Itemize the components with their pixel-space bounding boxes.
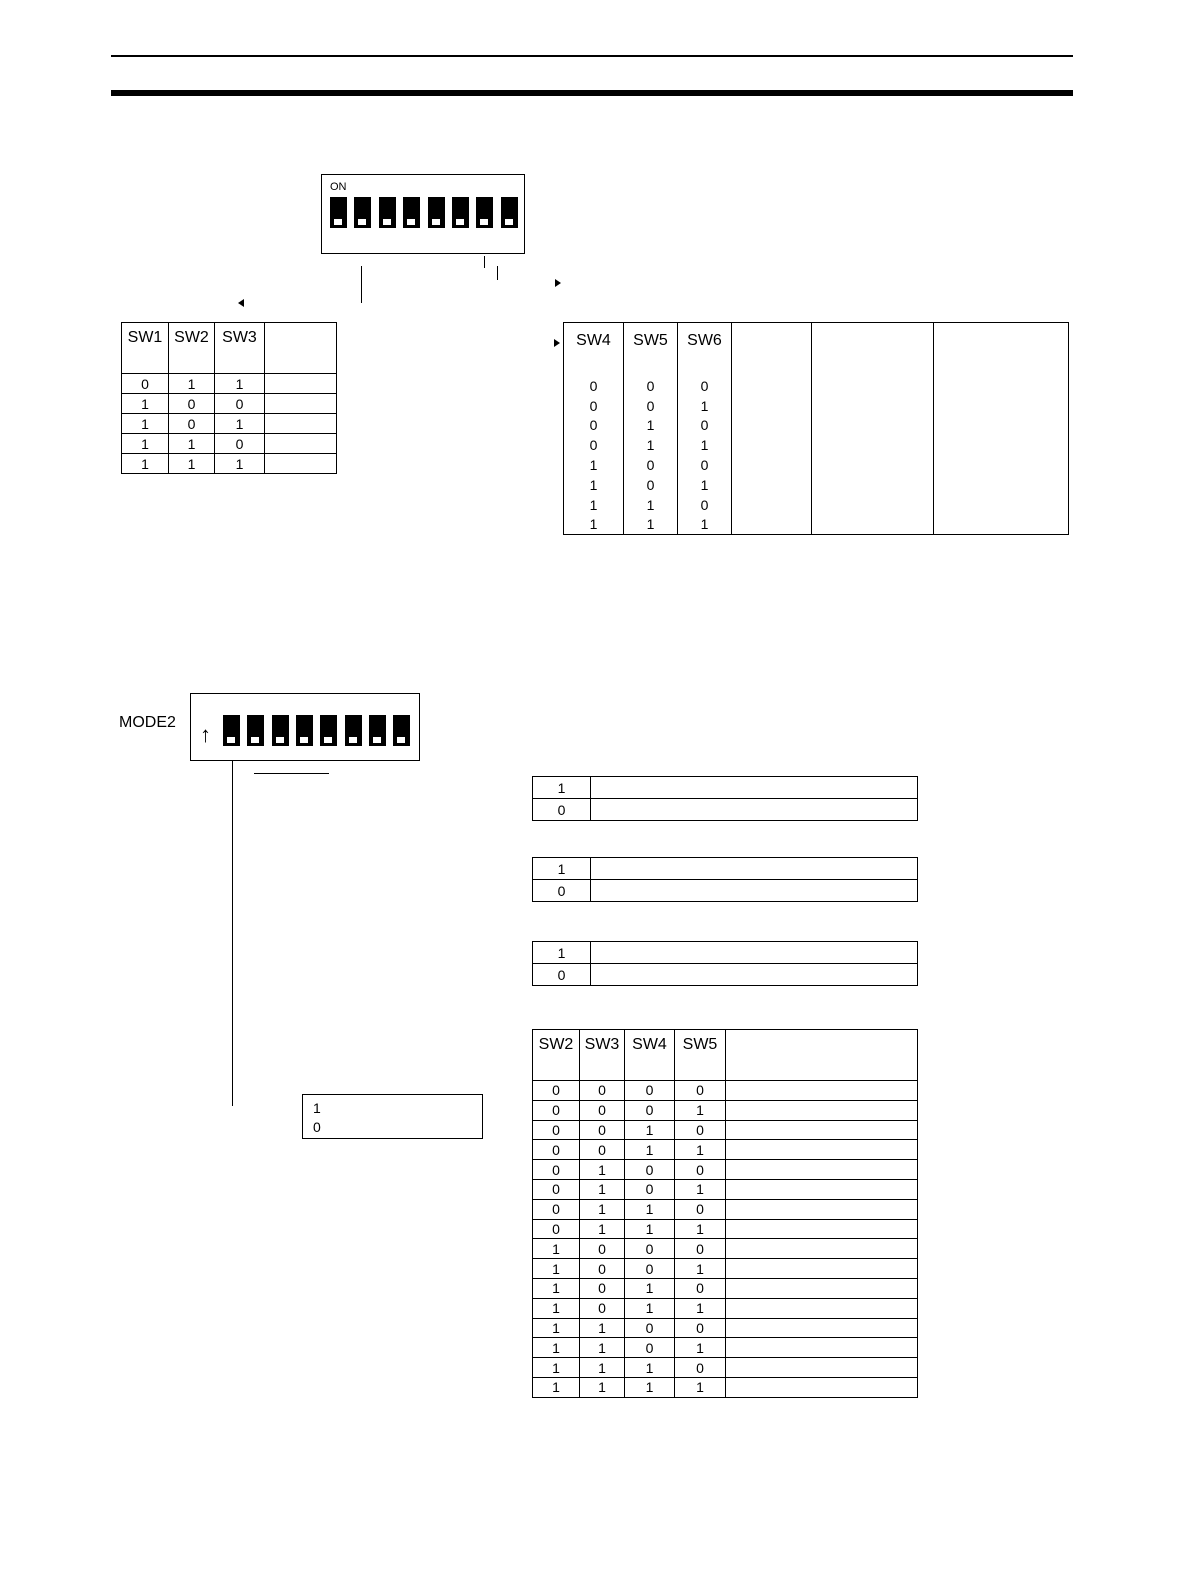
table-cell [934, 515, 1069, 535]
table-row [564, 475, 1069, 495]
table-cell: 0 [675, 1239, 726, 1259]
table-cell [726, 1358, 918, 1378]
table-cell: 0 [169, 414, 215, 434]
dip-switch-lever [501, 197, 518, 228]
table-cell: 1 [624, 435, 678, 455]
dip-switch-lever [320, 715, 337, 746]
table-cell: 0 [675, 1081, 726, 1101]
table-cell: 0 [580, 1298, 625, 1318]
table-row [564, 515, 1069, 535]
table-header: SW3 [580, 1030, 625, 1081]
table-cell: 1 [533, 1338, 580, 1358]
table-cell: 1 [533, 1318, 580, 1338]
table-row [533, 1199, 918, 1219]
table-sw4-sw6 [563, 322, 1069, 535]
table-row [533, 1259, 918, 1279]
leader-line-left [361, 266, 362, 303]
table-cell [726, 1199, 918, 1219]
table-cell: 1 [625, 1278, 675, 1298]
table-cell: 0 [533, 799, 591, 821]
table-row [122, 374, 337, 394]
table-row [533, 1100, 918, 1120]
dip-switch-mode2 [190, 693, 420, 761]
table-cell: 0 [533, 1199, 580, 1219]
table-row [122, 454, 337, 474]
table-cell [726, 1120, 918, 1140]
table-cell [934, 475, 1069, 495]
table-cell [812, 396, 934, 416]
dip-switch-lever [272, 715, 289, 746]
table-cell: 0 [678, 455, 732, 475]
table-cell: 1 [625, 1140, 675, 1160]
table-sw1-sw3 [121, 322, 337, 474]
table-header: SW5 [675, 1030, 726, 1081]
table-cell: 0 [169, 394, 215, 414]
mode2-label: MODE2 [119, 714, 176, 731]
table-cell: 1 [678, 435, 732, 455]
table-cell: 1 [625, 1120, 675, 1140]
table-cell [732, 495, 812, 515]
table-row [533, 1160, 918, 1180]
table-cell: 1 [589, 457, 598, 474]
table-cell: 0 [625, 1318, 675, 1338]
dip-switch-lever [379, 197, 396, 228]
table-row [533, 1298, 918, 1318]
dip-switch-lever [354, 197, 371, 228]
table-cell [726, 1318, 918, 1338]
table-row [564, 376, 1069, 396]
table-cell [265, 454, 337, 474]
table-header: SW2 [169, 323, 215, 374]
table-cell [265, 434, 337, 454]
table-cell: 1 [580, 1179, 625, 1199]
dip-switch-1 [321, 174, 525, 254]
leader-line-mid [484, 256, 485, 268]
table-cell [726, 1239, 918, 1259]
table-cell: 0 [675, 1120, 726, 1140]
table-header: SW5 [624, 323, 678, 377]
table-cell: 0 [678, 376, 732, 396]
table-cell: 0 [580, 1120, 625, 1140]
table-row [564, 416, 1069, 436]
table-cell: 0 [624, 455, 678, 475]
table-cell: 0 [675, 1318, 726, 1338]
table-cell: 0 [580, 1278, 625, 1298]
table-header: SW1 [122, 323, 169, 374]
table-cell [732, 455, 812, 475]
arrow-right-icon [555, 279, 561, 287]
table-cell: 0 [625, 1100, 675, 1120]
table-cell: 1 [675, 1377, 726, 1397]
table-cell: 1 [169, 434, 215, 454]
table-cell: 0 [122, 374, 169, 394]
table-cell: 1 [589, 496, 598, 513]
table-cell: 0 [625, 1179, 675, 1199]
table-cell [726, 1140, 918, 1160]
table-row [533, 1140, 918, 1160]
dip-switch-lever [296, 715, 313, 746]
table-cell [934, 495, 1069, 515]
table-cell: 0 [625, 1081, 675, 1101]
table-cell: 1 [533, 1358, 580, 1378]
table-cell: 0 [624, 475, 678, 495]
table-row [533, 1179, 918, 1199]
table-row [533, 1318, 918, 1338]
table-cell: 1 [580, 1377, 625, 1397]
table-sw2-sw5 [532, 1029, 918, 1398]
table-cell: 0 [533, 1100, 580, 1120]
table-cell: 1 [580, 1338, 625, 1358]
dip-switch-lever [330, 197, 347, 228]
table-cell [726, 1259, 918, 1279]
dip-switch-lever [428, 197, 445, 228]
small-binary-table [302, 1094, 483, 1139]
table-cell: 0 [678, 495, 732, 515]
table-row [122, 394, 337, 414]
table-cell [812, 376, 934, 396]
table-header: SW4 [576, 332, 611, 349]
table-cell: 0 [533, 1219, 580, 1239]
table-row [533, 1239, 918, 1259]
table-cell: 0 [589, 377, 598, 394]
dip-switch-lever [403, 197, 420, 228]
table-cell [591, 799, 918, 821]
table-cell [726, 1377, 918, 1397]
table-cell [265, 394, 337, 414]
table-cell: 1 [624, 416, 678, 436]
table-cell: 0 [675, 1199, 726, 1219]
table-cell [591, 942, 918, 964]
table-header: SW4 [625, 1030, 675, 1081]
table-cell: 0 [675, 1358, 726, 1378]
binary-table-3 [532, 941, 918, 986]
table-cell [812, 495, 934, 515]
table-cell [591, 858, 918, 880]
table-cell: 1 [580, 1160, 625, 1180]
table-cell: 0 [533, 1081, 580, 1101]
table-cell: 0 [589, 397, 598, 414]
dip-switch-lever [369, 715, 386, 746]
table-cell: 1 [678, 475, 732, 495]
table-cell: 0 [624, 396, 678, 416]
table-cell: 0 [533, 1140, 580, 1160]
table-cell: 1 [678, 396, 732, 416]
table-cell [934, 376, 1069, 396]
table-row [564, 495, 1069, 515]
table-cell: 0 [215, 434, 265, 454]
table-cell: 1 [122, 434, 169, 454]
table-row [533, 1377, 918, 1397]
table-cell [812, 475, 934, 495]
binary-table-2 [532, 857, 918, 902]
header-rule-thick [111, 90, 1073, 96]
table-header: SW3 [215, 323, 265, 374]
table-header [812, 323, 934, 377]
table-cell: 1 [580, 1358, 625, 1378]
table-cell: 1 [675, 1338, 726, 1358]
table-cell: 0 [625, 1338, 675, 1358]
table-cell [732, 475, 812, 495]
table-cell [812, 455, 934, 475]
table-cell [732, 376, 812, 396]
table-header [934, 323, 1069, 377]
table-cell: 1 [675, 1140, 726, 1160]
table-cell: 1 [533, 1239, 580, 1259]
table-row [533, 1338, 918, 1358]
table-row [122, 434, 337, 454]
table-cell [726, 1338, 918, 1358]
table-cell [726, 1100, 918, 1120]
table-cell [812, 515, 934, 535]
arrow-left-icon [238, 299, 244, 307]
table-cell: 0 [580, 1140, 625, 1160]
table-row [564, 435, 1069, 455]
arrow-up-icon: ↑ [200, 722, 211, 747]
table-cell [934, 396, 1069, 416]
table-cell: 1 [169, 374, 215, 394]
table-cell: 1 [589, 476, 598, 493]
table-cell: 0 [533, 880, 591, 902]
table-cell: 0 [533, 1160, 580, 1180]
table-header [265, 323, 337, 374]
table-cell: 0 [675, 1278, 726, 1298]
table-cell [591, 964, 918, 986]
table-cell: 0 [678, 416, 732, 436]
table-cell: 0 [625, 1160, 675, 1180]
dip-on-label: ON [330, 181, 347, 193]
table-cell [726, 1081, 918, 1101]
table-cell: 1 [533, 1377, 580, 1397]
dip-switch-lever [223, 715, 240, 746]
table-cell: 1 [215, 374, 265, 394]
table-cell: 1 [122, 454, 169, 474]
table-cell: 0 [625, 1239, 675, 1259]
table2-pointer-icon [554, 339, 560, 347]
table-cell [934, 416, 1069, 436]
table-row [122, 414, 337, 434]
table-cell: 1 [533, 1278, 580, 1298]
dip-switch-lever [247, 715, 264, 746]
table-cell [591, 880, 918, 902]
table-cell [732, 396, 812, 416]
table-cell: 1 [533, 942, 591, 964]
dip-switch-lever [345, 715, 362, 746]
table-cell [726, 1179, 918, 1199]
table-cell [812, 435, 934, 455]
table-cell: 1 [625, 1298, 675, 1318]
table-cell [934, 455, 1069, 475]
table-row [533, 1219, 918, 1239]
table-cell: 0 [625, 1259, 675, 1279]
table-cell: 1 [313, 1100, 321, 1116]
table-cell [732, 416, 812, 436]
table-cell: 0 [624, 376, 678, 396]
table-cell: 0 [589, 417, 598, 434]
dip-switch-lever [452, 197, 469, 228]
table-row [564, 455, 1069, 475]
table-cell: 1 [533, 1259, 580, 1279]
table-cell: 0 [675, 1160, 726, 1180]
table-cell: 1 [533, 858, 591, 880]
table-cell [591, 777, 918, 799]
dip-switch-lever [393, 715, 410, 746]
table-cell: 1 [675, 1259, 726, 1279]
binary-table-1 [532, 776, 918, 821]
table-cell: 1 [122, 394, 169, 414]
table-cell: 1 [215, 454, 265, 474]
table-cell: 0 [580, 1259, 625, 1279]
table-cell: 0 [533, 964, 591, 986]
table-cell: 1 [215, 414, 265, 434]
table-cell: 1 [624, 515, 678, 535]
table-cell: 1 [122, 414, 169, 434]
table-cell [265, 374, 337, 394]
table-header: SW6 [678, 323, 732, 377]
table-cell: 1 [625, 1358, 675, 1378]
table-cell: 1 [169, 454, 215, 474]
table-cell: 1 [625, 1199, 675, 1219]
table-cell: 1 [533, 1298, 580, 1318]
dip-switch-lever [476, 197, 493, 228]
table-cell: 1 [625, 1377, 675, 1397]
table-cell: 0 [580, 1081, 625, 1101]
table-row [533, 1358, 918, 1378]
table-cell: 1 [580, 1199, 625, 1219]
table-cell [726, 1160, 918, 1180]
table-cell: 0 [580, 1100, 625, 1120]
table-cell: 1 [625, 1219, 675, 1239]
table-cell: 1 [580, 1318, 625, 1338]
table-cell [732, 435, 812, 455]
table-header: SW2 [533, 1030, 580, 1081]
table-row [564, 396, 1069, 416]
table-cell: 0 [533, 1179, 580, 1199]
table-cell [934, 435, 1069, 455]
table-cell [726, 1298, 918, 1318]
table-cell: 1 [675, 1298, 726, 1318]
leader-line-right [497, 266, 498, 280]
table-cell: 0 [215, 394, 265, 414]
table-cell: 1 [533, 777, 591, 799]
table-cell [726, 1219, 918, 1239]
mode2-leader-line [232, 761, 233, 1106]
table-cell: 1 [675, 1179, 726, 1199]
mode2-group-bracket [254, 773, 329, 774]
table-row [533, 1120, 918, 1140]
table-cell: 0 [589, 437, 598, 454]
table-cell: 1 [580, 1219, 625, 1239]
table-cell [265, 414, 337, 434]
table-header [732, 323, 812, 377]
table-cell: 1 [675, 1219, 726, 1239]
table-cell: 1 [675, 1100, 726, 1120]
table-row [533, 1278, 918, 1298]
table-cell [732, 515, 812, 535]
table-cell: 0 [533, 1120, 580, 1140]
header-rule-thin [111, 55, 1073, 57]
table-cell: 0 [580, 1239, 625, 1259]
table-cell: 1 [624, 495, 678, 515]
table-cell: 1 [678, 515, 732, 535]
table-cell [812, 416, 934, 436]
table-cell [726, 1278, 918, 1298]
table-cell: 0 [313, 1119, 321, 1135]
table-header [726, 1030, 918, 1081]
table-cell: 1 [589, 516, 598, 533]
table-row [533, 1081, 918, 1101]
